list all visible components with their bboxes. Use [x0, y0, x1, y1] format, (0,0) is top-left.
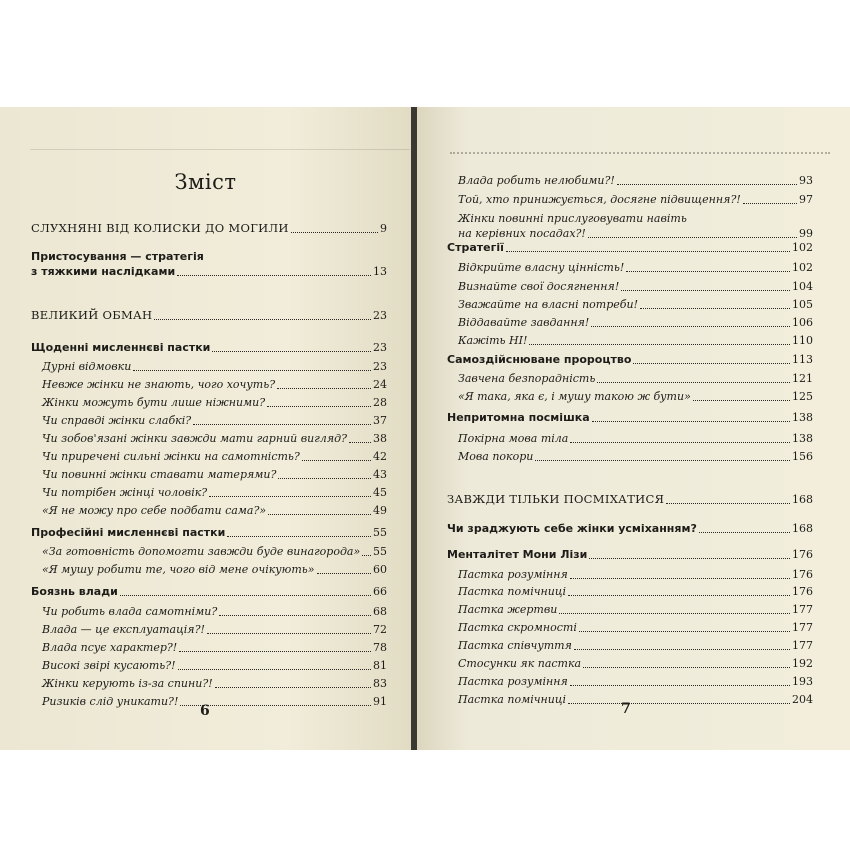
toc-entry: [42, 467, 387, 482]
toc-entry: [458, 192, 813, 207]
toc-entry: [42, 658, 387, 673]
toc-entry-page: 204: [792, 693, 813, 706]
toc-entry: [42, 544, 387, 559]
toc-entry-label: Ризиків слід уникати?!: [42, 695, 179, 708]
toc-entry-label: Відкрийте власну цінність!: [458, 261, 625, 274]
dot-leader: [207, 633, 371, 634]
toc-entry-label: Пристосування — стратегія: [31, 250, 204, 263]
toc-entry-label: Чи приречені сильні жінки на самотність?: [42, 450, 300, 463]
toc-entry-label: «Я така, яка є, і мушу такою ж бути»: [458, 390, 691, 403]
toc-entry-label: Влада псує характер?!: [42, 641, 178, 654]
toc-entry-page: 138: [792, 411, 813, 424]
toc-entry-page: 176: [792, 548, 813, 561]
dot-leader: [693, 400, 790, 401]
toc-entry-label: Покірна мова тіла: [458, 432, 569, 445]
toc-entry: [42, 485, 387, 500]
toc-entry-page: 106: [792, 316, 813, 329]
toc-entry: [458, 692, 813, 707]
toc-entry-page: 97: [799, 193, 813, 206]
toc-entry-page: 110: [792, 334, 813, 347]
toc-entry-label: Дурні відмовки: [42, 360, 132, 373]
dot-leader: [570, 442, 790, 443]
toc-entry-label: Пастка співчуття: [458, 639, 572, 652]
toc-entry-page: 177: [792, 603, 813, 616]
toc-entry-page: 78: [373, 641, 387, 654]
toc-entry-page: 13: [373, 265, 387, 278]
book-spread: [0, 107, 850, 750]
toc-entry-page: 125: [792, 390, 813, 403]
toc-entry-page: 42: [373, 450, 387, 463]
toc-entry-page: 156: [792, 450, 813, 463]
toc-entry-label: Боязнь влади: [31, 585, 118, 598]
toc-entry-label: Пастка скромності: [458, 621, 577, 634]
toc-entry: [447, 521, 813, 536]
toc-entry-label: Чи робить влада самотніми?: [42, 605, 218, 618]
toc-entry-page: 176: [792, 568, 813, 581]
toc-entry-label: Пастка жертви: [458, 603, 558, 616]
bleed-through-mark: [30, 149, 410, 156]
toc-entry: [447, 547, 813, 562]
toc-entry: [42, 413, 387, 428]
toc-entry: [42, 503, 387, 518]
toc-entry-label: «Я мушу робити те, чого від мене очікують»: [42, 563, 315, 576]
toc-entry-page: 81: [373, 659, 387, 672]
toc-entry: [42, 640, 387, 655]
toc-entry-label: Зважайте на власні потреби!: [458, 298, 638, 311]
toc-entry-page: 104: [792, 280, 813, 293]
dot-leader: [570, 685, 790, 686]
toc-entry: [42, 604, 387, 619]
dot-leader: [120, 595, 371, 596]
toc-entry-page: 55: [373, 545, 387, 558]
toc-entry-label: Пастка розуміння: [458, 675, 568, 688]
dot-leader: [268, 514, 371, 515]
toc-entry-label: ЗАВЖДИ ТІЛЬКИ ПОСМІХАТИСЯ: [447, 492, 665, 506]
toc-entry-label: Жінки повинні прислуговувати навіть: [458, 212, 687, 225]
dot-leader: [178, 669, 371, 670]
toc-entry-label: «Я не можу про себе подбати сама?»: [42, 504, 267, 517]
dot-leader: [626, 271, 790, 272]
toc-entry-page: 93: [799, 174, 813, 187]
toc-entry: [447, 410, 813, 425]
toc-entry: [42, 622, 387, 637]
toc-entry: [458, 449, 813, 464]
dot-leader: [574, 649, 790, 650]
page-title: Зміст: [174, 170, 237, 194]
toc-entry-page: 113: [792, 353, 813, 366]
toc-entry-page: 66: [373, 585, 387, 598]
toc-entry-label: Чи потрібен жінці чоловік?: [42, 486, 208, 499]
toc-entry: [31, 249, 387, 279]
dot-leader: [317, 573, 372, 574]
dot-leader: [591, 326, 790, 327]
dot-leader: [209, 496, 371, 497]
toc-entry: [42, 562, 387, 577]
toc-entry: [42, 694, 387, 709]
toc-entry: [458, 333, 813, 348]
toc-entry: [458, 315, 813, 330]
dot-leader: [597, 382, 790, 383]
toc-entry: [31, 340, 387, 355]
toc-entry-page: 91: [373, 695, 387, 708]
toc-entry: [42, 431, 387, 446]
toc-entry-label: Кажіть НІ!: [458, 334, 528, 347]
dot-leader: [302, 460, 371, 461]
toc-entry-page: 176: [792, 585, 813, 598]
dot-leader: [362, 555, 371, 556]
toc-entry-label: Влада — це експлуатація?!: [42, 623, 205, 636]
dot-leader: [154, 319, 371, 320]
toc-entry: [458, 656, 813, 671]
toc-entry-page: 102: [792, 241, 813, 254]
toc-entry-label: Чи справді жінки слабкі?: [42, 414, 192, 427]
toc-entry: [458, 371, 813, 386]
toc-entry: [42, 377, 387, 392]
dot-leader: [568, 595, 790, 596]
toc-entry-label-continued: з тяжкими наслідками: [31, 265, 176, 278]
toc-entry-label: Менталітет Мони Лізи: [447, 548, 588, 561]
toc-entry-label: Чи повинні жінки ставати матерями?: [42, 468, 277, 481]
dot-leader: [743, 203, 797, 204]
left-page: [0, 107, 411, 750]
toc-entry-page: 168: [792, 493, 813, 506]
dot-leader: [568, 703, 790, 704]
toc-entry-page: 43: [373, 468, 387, 481]
toc-entry: [447, 492, 813, 507]
toc-entry-label: Пастка помічниці: [458, 693, 567, 706]
toc-entry-page: 45: [373, 486, 387, 499]
toc-entry-label: Самоздійснюване пророцтво: [447, 353, 632, 366]
toc-entry-page: 138: [792, 432, 813, 445]
toc-entry-page: 193: [792, 675, 813, 688]
toc-entry-label: Той, хто принижується, досягне підвищення?!: [458, 193, 741, 206]
dot-leader: [291, 232, 378, 233]
toc-entry-page: 24: [373, 378, 387, 391]
toc-entry-label: Пастка помічниці: [458, 585, 567, 598]
dot-leader: [579, 631, 790, 632]
toc-entry: [458, 389, 813, 404]
dot-leader: [267, 406, 371, 407]
toc-entry-label: Невже жінки не знають, чого хочуть?: [42, 378, 276, 391]
toc-entry-page: 177: [792, 621, 813, 634]
toc-entry-page: 55: [373, 526, 387, 539]
dot-leader: [277, 388, 371, 389]
toc-entry-page: 168: [792, 522, 813, 535]
dot-leader: [349, 442, 371, 443]
toc-entry-page: 68: [373, 605, 387, 618]
toc-entry: [458, 602, 813, 617]
toc-entry-label: Професійні мисленнєві пастки: [31, 526, 226, 539]
toc-entry: [458, 260, 813, 275]
dot-leader: [633, 363, 790, 364]
toc-entry: [42, 449, 387, 464]
toc-entry-page: 28: [373, 396, 387, 409]
toc-entry-label-continued: на керівних посадах?!: [458, 227, 586, 240]
bleed-through-header: [450, 152, 830, 158]
toc-entry-label: Жінки керують із-за спини?!: [42, 677, 213, 690]
toc-entry: [458, 173, 813, 188]
toc-entry: [458, 279, 813, 294]
dot-leader: [559, 613, 790, 614]
toc-entry-page: 83: [373, 677, 387, 690]
toc-entry-label: СЛУХНЯНІ ВІД КОЛИСКИ ДО МОГИЛИ: [31, 221, 289, 235]
toc-entry-page: 23: [373, 341, 387, 354]
toc-entry-label: ВЕЛИКИЙ ОБМАН: [31, 308, 153, 322]
toc-entry-label: Стосунки як пастка: [458, 657, 582, 670]
dot-leader: [617, 184, 797, 185]
toc-entry-label: Влада робить нелюбими?!: [458, 174, 615, 187]
toc-entry-label: Високі звірі кусають?!: [42, 659, 176, 672]
dot-leader: [193, 424, 371, 425]
toc-entry: [42, 676, 387, 691]
toc-entry-page: 49: [373, 504, 387, 517]
toc-entry: [458, 297, 813, 312]
dot-leader: [592, 421, 790, 422]
toc-entry-label: «За готовність допомогти завжди буде винагорода»: [42, 545, 361, 558]
right-page: [417, 107, 850, 750]
toc-entry-label: Непритомна посмішка: [447, 411, 590, 424]
toc-entry: [447, 240, 813, 255]
toc-entry-page: 38: [373, 432, 387, 445]
toc-entry-page: 105: [792, 298, 813, 311]
toc-entry-label: Пастка розуміння: [458, 568, 568, 581]
toc-entry-label: Чи зобов'язані жінки завжди мати гарний вигляд?: [42, 432, 347, 445]
toc-entry: [42, 395, 387, 410]
dot-leader: [227, 536, 371, 537]
toc-entry: [31, 308, 387, 323]
toc-entry-label: Чи зраджують себе жінки усміханням?: [447, 522, 697, 535]
toc-entry-label: Жінки можуть бути лише ніжними?: [42, 396, 266, 409]
toc-entry: [458, 211, 813, 241]
toc-entry: [31, 525, 387, 540]
toc-entry: [458, 431, 813, 446]
dot-leader: [640, 308, 790, 309]
dot-leader: [506, 251, 790, 252]
toc-entry: [458, 674, 813, 689]
dot-leader: [219, 615, 371, 616]
toc-entry-page: 60: [373, 563, 387, 576]
toc-entry: [447, 352, 813, 367]
dot-leader: [589, 558, 790, 559]
toc-entry-page: 37: [373, 414, 387, 427]
toc-entry: [31, 584, 387, 599]
toc-entry-page: 192: [792, 657, 813, 670]
toc-entry-label: Стратегії: [447, 241, 504, 254]
dot-leader: [570, 578, 790, 579]
toc-entry-label: Щоденні мисленнєві пастки: [31, 341, 211, 354]
toc-entry-page: 177: [792, 639, 813, 652]
dot-leader: [215, 687, 371, 688]
toc-entry-page: 72: [373, 623, 387, 636]
toc-entry: [458, 584, 813, 599]
dot-leader: [588, 237, 797, 238]
dot-leader: [583, 667, 790, 668]
page-number-right: 7: [621, 701, 631, 717]
toc-entry: [458, 620, 813, 635]
dot-leader: [529, 344, 790, 345]
page-number-left: 6: [200, 703, 210, 719]
dot-leader: [133, 370, 371, 371]
toc-entry: [458, 638, 813, 653]
toc-entry-label: Завчена безпорадність: [458, 372, 596, 385]
toc-entry-label: Мова покори: [458, 450, 534, 463]
dot-leader: [621, 290, 790, 291]
dot-leader: [535, 460, 790, 461]
toc-entry-page: 23: [373, 309, 387, 322]
dot-leader: [666, 503, 790, 504]
toc-entry: [458, 567, 813, 582]
dot-leader: [177, 275, 371, 276]
toc-entry: [42, 359, 387, 374]
dot-leader: [278, 478, 371, 479]
toc-entry-page: 102: [792, 261, 813, 274]
toc-entry: [31, 221, 387, 236]
toc-entry-label: Віддавайте завдання!: [458, 316, 590, 329]
toc-entry-page: 99: [799, 227, 813, 240]
toc-entry-page: 9: [380, 222, 387, 235]
dot-leader: [179, 651, 371, 652]
dot-leader: [699, 532, 790, 533]
dot-leader: [212, 351, 371, 352]
toc-entry-page: 23: [373, 360, 387, 373]
toc-entry-label: Визнайте свої досягнення!: [458, 280, 620, 293]
toc-entry-page: 121: [792, 372, 813, 385]
